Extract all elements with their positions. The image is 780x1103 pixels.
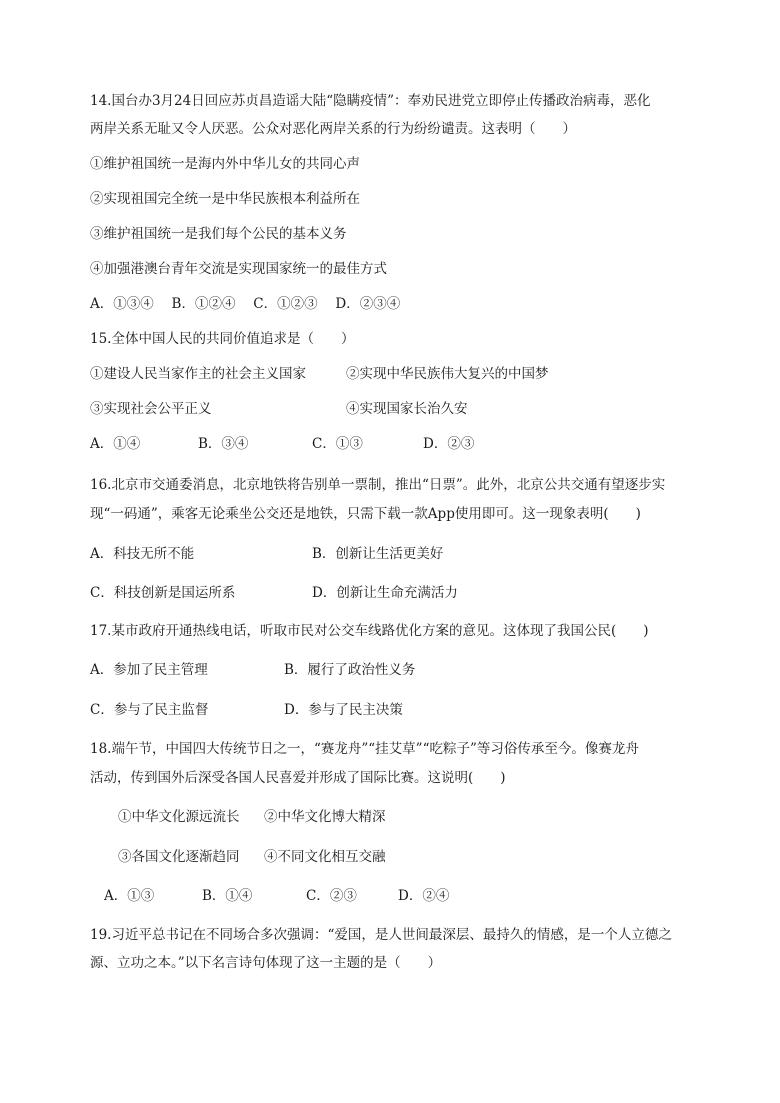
q17-stem: 17.某市政府开通热线电话，听取市民对公交车线路优化方案的意见。这体现了我国公民( ) bbox=[90, 623, 649, 639]
q17-option-d: D．参与了民主决策 bbox=[284, 702, 403, 718]
q18-item-1: ①中华文化源远流长 bbox=[118, 809, 240, 825]
q19-stem-line2: 源、立功之本。”以下名言诗句体现了这一主题的是（ ） bbox=[90, 955, 442, 971]
q15-item-1: ①建设人民当家作主的社会主义国家 bbox=[90, 366, 306, 382]
q17-option-a: A．参加了民主管理 bbox=[90, 662, 208, 678]
q14-item-1: ①维护祖国统一是海内外中华儿女的共同心声 bbox=[90, 156, 360, 172]
q14-item-3: ③维护祖国统一是我们每个公民的基本义务 bbox=[90, 226, 347, 242]
q16-option-b: B．创新让生活更美好 bbox=[312, 546, 444, 562]
q18-option-c: C．②③ bbox=[306, 888, 357, 904]
q15-item-4: ④实现国家长治久安 bbox=[346, 401, 468, 417]
q18-option-b: B．①④ bbox=[202, 888, 253, 904]
q14-stem-line2: 两岸关系无耻又令人厌恶。公众对恶化两岸关系的行为纷纷谴责。这表明（ ） bbox=[90, 121, 576, 137]
q14-options: A．①③④ B．①②④ C．①②③ D．②③④ bbox=[90, 296, 401, 312]
q18-option-a: A．①③ bbox=[104, 888, 155, 904]
q15-item-3: ③实现社会公平正义 bbox=[90, 401, 212, 417]
q18-item-4: ④不同文化相互交融 bbox=[264, 849, 386, 865]
q17-option-b: B．履行了政治性义务 bbox=[284, 662, 416, 678]
q16-option-a: A．科技无所不能 bbox=[90, 546, 195, 562]
q16-option-c: C．科技创新是国运所系 bbox=[90, 585, 236, 601]
q14-item-4: ④加强港澳台青年交流是实现国家统一的最佳方式 bbox=[90, 261, 387, 277]
q16-stem-line1: 16.北京市交通委消息，北京地铁将告别单一票制，推出“日票”。此外，北京公共交通有望逐步实 bbox=[90, 477, 666, 493]
q18-stem-line1: 18.端午节，中国四大传统节日之一，“赛龙舟”“挂艾草”“吃粽子”等习俗传承至今。像赛龙舟 bbox=[90, 741, 639, 757]
q15-option-b: B．③④ bbox=[198, 436, 249, 452]
q15-item-2: ②实现中华民族伟大复兴的中国梦 bbox=[346, 366, 549, 382]
q18-item-2: ②中华文化博大精深 bbox=[264, 809, 386, 825]
q15-option-d: D．②③ bbox=[423, 436, 475, 452]
q16-option-d: D．创新让生命充满活力 bbox=[312, 585, 458, 601]
q18-option-d: D．②④ bbox=[398, 888, 450, 904]
q16-stem-line2: 现“一码通”，乘客无论乘坐公交还是地铁，只需下载一款App使用即可。这一现象表明( ) bbox=[90, 506, 641, 522]
q19-stem-line1: 19.习近平总书记在不同场合多次强调：“爱国，是人世间最深层、最持久的情感，是一个人立德之 bbox=[90, 927, 672, 943]
q14-stem-line1: 14.国台办3月24日回应苏贞昌造谣大陆“隐瞒疫情”：奉劝民进党立即停止传播政治病毒，恶化 bbox=[90, 93, 651, 109]
q17-option-c: C．参与了民主监督 bbox=[90, 702, 209, 718]
q15-stem: 15.全体中国人民的共同价值追求是（ ） bbox=[90, 331, 355, 347]
q15-option-a: A．①④ bbox=[90, 436, 141, 452]
q14-item-2: ②实现祖国完全统一是中华民族根本利益所在 bbox=[90, 191, 360, 207]
q15-option-c: C．①③ bbox=[312, 436, 363, 452]
q18-item-3: ③各国文化逐渐趋同 bbox=[118, 849, 240, 865]
q18-stem-line2: 活动，传到国外后深受各国人民喜爱并形成了国际比赛。这说明( ) bbox=[90, 770, 506, 786]
